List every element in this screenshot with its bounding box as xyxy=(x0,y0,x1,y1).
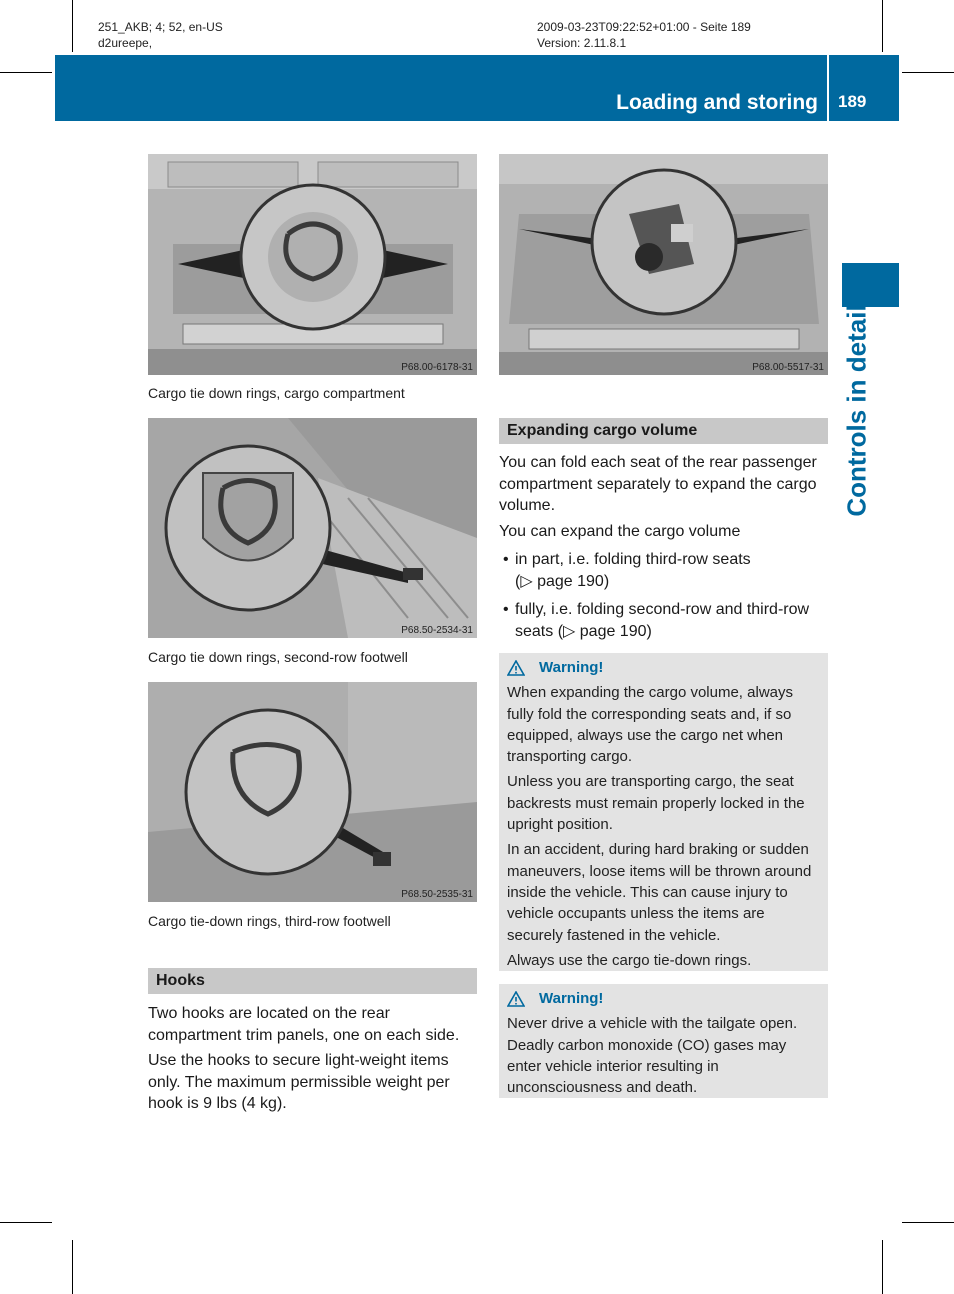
figure-code: P68.50-2535-31 xyxy=(401,889,473,900)
paragraph: Unless you are transporting cargo, the seat backrests must remain properly locked in the upright position. xyxy=(507,773,805,834)
crop-mark xyxy=(72,0,73,52)
warning-triangle-icon xyxy=(507,660,525,676)
figure-caption: Cargo tie down rings, cargo compartment xyxy=(148,385,405,401)
warning-title-text: Warning! xyxy=(539,659,604,676)
figure-code: P68.50-2534-31 xyxy=(401,625,473,636)
figure-code: P68.00-6178-31 xyxy=(401,362,473,373)
print-meta-left xyxy=(98,19,223,51)
section-heading-expanding-cargo: Expanding cargo volume xyxy=(499,418,828,444)
page-number: 189 xyxy=(838,92,867,111)
list-item xyxy=(499,599,831,642)
figure-code: P68.00-5517-31 xyxy=(752,362,824,373)
page-title: Loading and storing xyxy=(616,91,818,114)
paragraph: You can expand the cargo volume xyxy=(499,522,741,540)
crop-mark xyxy=(902,1222,954,1223)
meta-line: 251_AKB; 4; 52, en-US xyxy=(98,20,223,34)
figure-cargo-area-photo xyxy=(499,154,828,375)
list-item-text: in part, i.e. folding third-row seats (▷ page 190) xyxy=(515,551,751,590)
crop-mark xyxy=(882,1240,883,1294)
crop-mark xyxy=(0,1222,52,1223)
meta-line: 2009-03-23T09:22:52+01:00 - Seite 189 xyxy=(537,20,751,34)
paragraph: Use the hooks to secure light-weight items only. The maximum permissible weight per hook is 9 lbs (4 kg). xyxy=(148,1052,450,1112)
section-heading-hooks: Hooks xyxy=(148,968,477,994)
paragraph: Never drive a vehicle with the tailgate open. Deadly carbon monoxide (CO) gases may enter vehicle interior resulting in unconsciousness and death. xyxy=(507,1015,798,1097)
paragraph: In an accident, during hard braking or sudden maneuvers, loose items will be thrown around inside the vehicle. This can cause injury to vehicle occupants unless the items are securely fastened in the vehicle. xyxy=(507,841,812,944)
list-item-text: fully, i.e. folding second-row and third-row seats (▷ page 190) xyxy=(515,601,810,640)
figure-third-row-footwell-photo xyxy=(148,682,477,902)
figure-second-row-footwell-photo xyxy=(148,418,477,638)
paragraph: When expanding the cargo volume, always fully fold the corresponding seats and, if so equipped, always use the cargo net when transporting cargo. xyxy=(507,684,793,766)
bullet-dot-icon: • xyxy=(503,551,509,568)
chapter-tab-label: Controls in detail xyxy=(841,303,872,517)
warning-box xyxy=(499,653,828,971)
crop-mark xyxy=(0,72,52,73)
crop-mark xyxy=(882,0,883,52)
meta-line: d2ureepe, xyxy=(98,36,153,50)
paragraph: Two hooks are located on the rear compartment trim panels, one on each side. xyxy=(148,1005,460,1044)
warning-title xyxy=(507,988,820,1009)
warning-title-text: Warning! xyxy=(539,990,604,1007)
crop-mark xyxy=(72,1240,73,1294)
warning-title xyxy=(507,657,820,678)
list-item xyxy=(499,549,831,592)
figure-caption: Cargo tie down rings, second-row footwell xyxy=(148,649,408,665)
hooks-body xyxy=(148,1003,478,1119)
bullet-dot-icon: • xyxy=(503,601,509,618)
crop-mark xyxy=(902,72,954,73)
chapter-tab xyxy=(841,303,872,517)
paragraph: Always use the cargo tie-down rings. xyxy=(507,951,752,969)
figure-cargo-compartment-photo xyxy=(148,154,477,375)
warning-box xyxy=(499,984,828,1098)
print-meta-right xyxy=(537,19,751,51)
paragraph: You can fold each seat of the rear passenger compartment separately to expand the cargo volume. xyxy=(499,454,817,514)
meta-line: Version: 2.11.8.1 xyxy=(537,36,627,50)
expanding-body xyxy=(499,452,831,649)
figure-caption: Cargo tie-down rings, third-row footwell xyxy=(148,913,391,929)
chapter-tab-marker xyxy=(842,263,899,307)
header-divider xyxy=(827,55,829,121)
warning-triangle-icon xyxy=(507,991,525,1007)
